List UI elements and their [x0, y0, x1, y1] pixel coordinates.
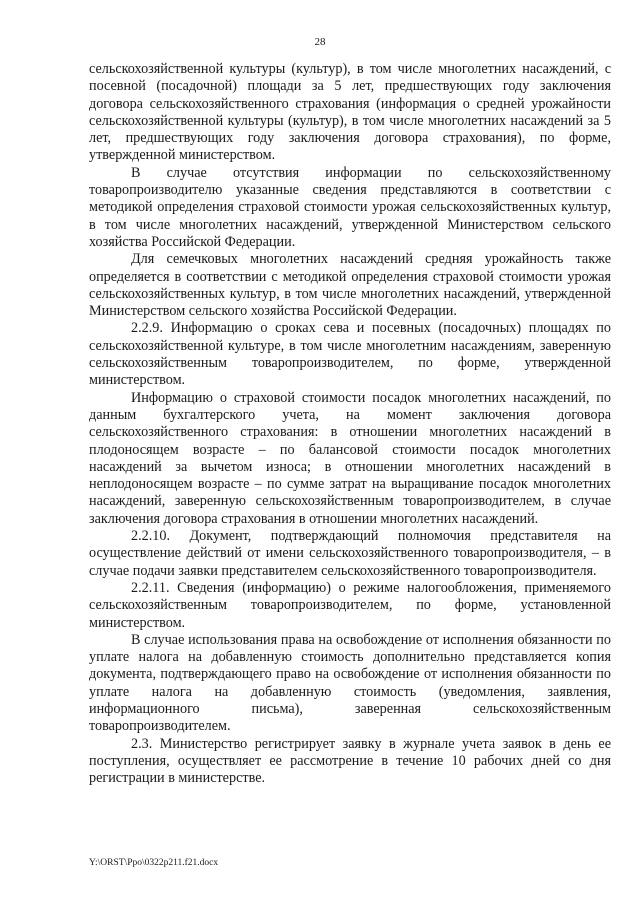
paragraph-2-2-9: 2.2.9. Информацию о сроках сева и посевных (посадочных) площадях по сельскохозяйственной культуре, в том числе многолетним насаждениям, заверенную сельскохозяйственным товаропроизводителем, по форме, утвержденной министерством.: [89, 320, 611, 389]
footer-file-path: Y:\ORST\Ppo\0322p211.f21.docx: [89, 858, 219, 868]
page-number: 28: [314, 36, 326, 48]
paragraph-2-2-11: 2.2.11. Сведения (информацию) о режиме налогообложения, применяемого сельскохозяйственным товаропроизводителем, по форме, установленной министерством.: [89, 579, 611, 631]
paragraph-continuation: сельскохозяйственной культуры (культур), в том числе многолетних насаждений, с посевной (посадочной) площади за 5 лет, предшествующих году заключения договора сельскохозяйственного страхования (информация о средней урожайности сельскохозяйственной культуры (культур), в том числе многолетних насаждений за 5 лет, предшествующих году заключения договора страхования), по форме, утвержденной министерством.: [89, 61, 611, 164]
paragraph-vat-exemption: В случае использования права на освобождение от исполнения обязанности по уплате налога на добавленную стоимость дополнительно представляется копия документа, подтверждающего право на освобождение от исполнения обязанности по уплате налога на добавленную стоимость (уведомления, заявления, информационного письма), заверенная сельскохозяйственным товаропроизводителем.: [89, 631, 611, 735]
paragraph-2-2-10: 2.2.10. Документ, подтверждающий полномочия представителя на осуществление действий от имени сельскохозяйственного товаропроизводителя, – в случае подачи заявки представителем сельскохозяйственного товаропроизводителя.: [89, 528, 611, 579]
paragraph-pome-plantings: Для семечковых многолетних насаждений средняя урожайность также определяется в соответствии с методикой определения страховой стоимости урожая сельскохозяйственных культур, в том числе многолетних насаждений, утвержденной Министерством сельского хозяйства Российской Федерации.: [89, 251, 611, 320]
paragraph-2-3: 2.3. Министерство регистрирует заявку в журнале учета заявок в день ее поступления, осуществляет ее рассмотрение в течение 10 рабочих дней со дня регистрации в министерстве.: [89, 735, 611, 787]
paragraph-no-information: В случае отсутствия информации по сельскохозяйственному товаропроизводителю указанные сведения представляются в соответствии с методикой определения страховой стоимости урожая сельскохозяйственных культур, в том числе многолетних насаждений, утвержденной Министерством сельского хозяйства Российской Федерации.: [89, 164, 611, 250]
document-body: [89, 61, 611, 787]
paragraph-insured-value: Информацию о страховой стоимости посадок многолетних насаждений, по данным бухгалтерского учета, на момент заключения договора сельскохозяйственного страхования: в отношении многолетних насаждений в плодоносящем возрасте – по балансовой стоимости посадок многолетних насаждений за вычетом износа; в отношении многолетних насаждений в неплодоносящем возрасте – по сумме затрат на выращивание посадок многолетних насаждений, заверенную сельскохозяйственным товаропроизводителем, в случае заключения договора страхования в отношении многолетних насаждений.: [89, 389, 611, 527]
